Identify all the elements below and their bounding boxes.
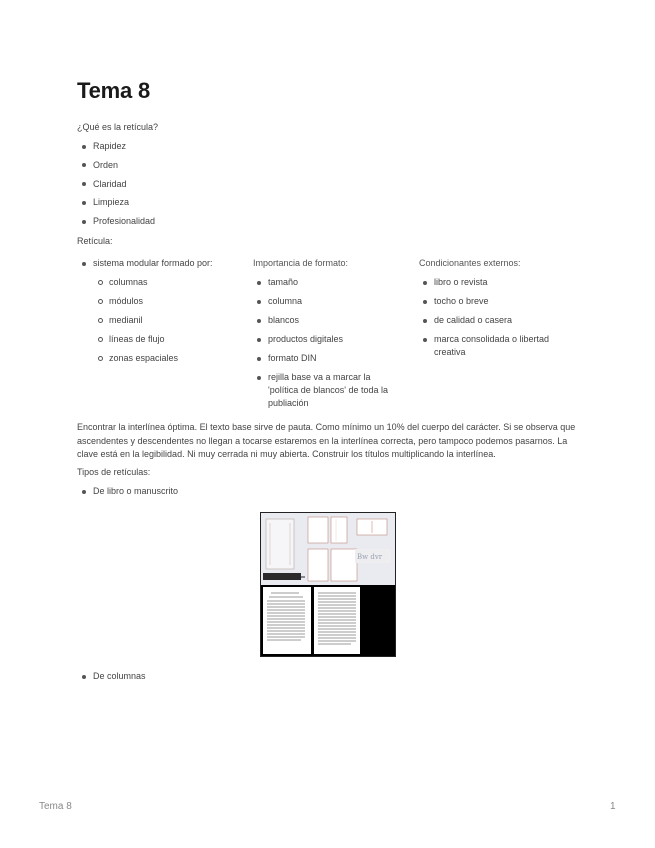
list-item: libro o revista [434, 276, 559, 289]
tipos-list [93, 485, 178, 498]
list-item: Claridad [93, 178, 155, 197]
list-item: Orden [93, 159, 155, 178]
grid-layout-image [260, 512, 396, 657]
page-number: 1 [610, 801, 616, 812]
column-sistema-modular [93, 257, 243, 371]
svg-text:Bw dvr: Bw dvr [357, 553, 383, 561]
question-text: ¿Qué es la retícula? [77, 122, 159, 132]
list-item: rejilla base va a marcar la 'política de blancos' de toda la publiación [268, 371, 398, 410]
list-item: Profesionalidad [93, 215, 155, 234]
list-item: blancos [268, 314, 398, 327]
column-heading: Importancia de formato: [253, 258, 349, 268]
reticula-label: Retícula: [77, 236, 113, 246]
sublist [93, 276, 243, 365]
grid-layout-illustration [261, 513, 395, 656]
list-item: De libro o manuscrito [93, 486, 179, 496]
list-item: tamaño [268, 276, 398, 289]
list-item: De columnas [93, 671, 146, 681]
interlinea-paragraph: Encontrar la interlínea óptima. El texto base sirve de pauta. Como mínimo un 10% del cuerpo del carácter. Si se observa que ascendentes y descendentes no llegan a tocarse estaremos en la interlínea correcta, pero tampoco podemos pasarnos. La clave está en la legibilidad. Ni muy cerrada ni muy abierta. Construir los títulos multiplicando la interlínea. [77, 422, 576, 460]
list-item: tocho o breve [434, 295, 559, 308]
list-item: Rapidez [93, 140, 155, 159]
column-importancia-formato [253, 257, 398, 416]
sublist-item: zonas espaciales [109, 352, 243, 365]
page-title: Tema 8 [77, 78, 150, 103]
list-item: productos digitales [268, 333, 398, 346]
qualities-list [93, 140, 155, 234]
list-item: formato DIN [268, 352, 398, 365]
footer-title: Tema 8 [39, 801, 72, 812]
column-condicionantes [419, 257, 559, 365]
sublist-item: módulos [109, 295, 243, 308]
tipos-list-continued [93, 670, 146, 683]
sublist-item: líneas de flujo [109, 333, 243, 346]
list-item-label: sistema modular formado por: [93, 258, 213, 268]
sublist-item: medianil [109, 314, 243, 327]
list-item: columna [268, 295, 398, 308]
tipos-label: Tipos de retículas: [77, 467, 151, 477]
list-item: marca consolidada o libertad creativa [434, 333, 559, 359]
column-heading: Condicionantes externos: [419, 258, 521, 268]
sublist-item: columnas [109, 276, 243, 289]
list-item: Limpieza [93, 196, 155, 215]
list-item [93, 257, 243, 365]
list-item: de calidad o casera [434, 314, 559, 327]
